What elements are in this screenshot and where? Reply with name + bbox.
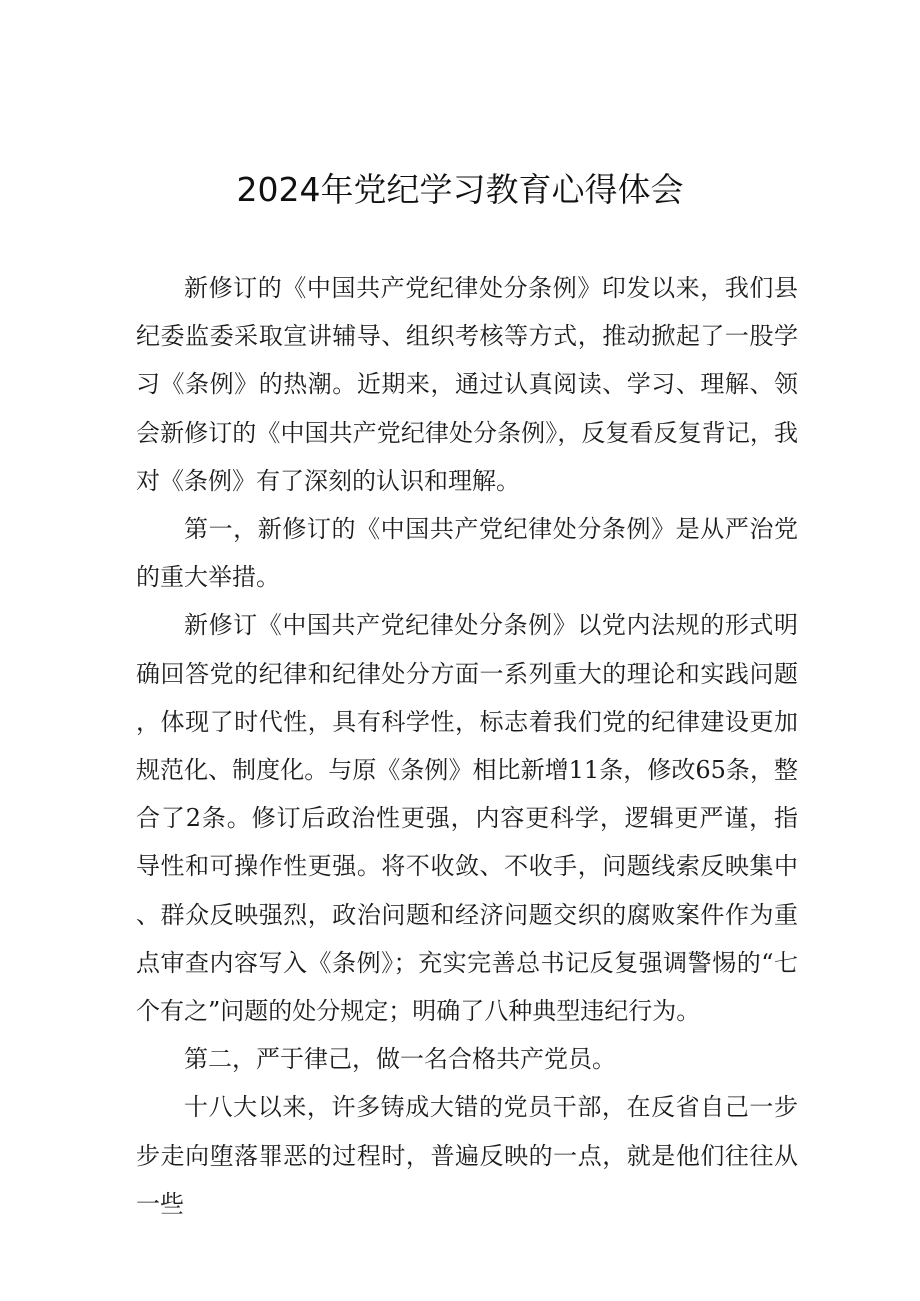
document-body <box>136 264 798 1228</box>
paragraph-intro: 新修订的《中国共产党纪律处分条例》印发以来，我们县纪委监委采取宣讲辅导、组织考核等方式，推动掀起了一股学习《条例》的热潮。近期来，通过认真阅读、学习、理解、领会新修订的《中国共产党纪律处分条例》，反复看反复背记，我对《条例》有了深刻的认识和理解。 <box>136 274 798 495</box>
paragraph-point-one-body: 新修订《中国共产党纪律处分条例》以党内法规的形式明确回答党的纪律和纪律处分方面一系列重大的理论和实践问题，体现了时代性，具有科学性，标志着我们党的纪律建设更加规范化、制度化。与原《条例》相比新增11条，修改65条，整合了2条。修订后政治性更强，内容更科学，逻辑更严谨，指导性和可操作性更强。将不收敛、不收手，问题线索反映集中、群众反映强烈，政治问题和经济问题交织的腐败案件作为重点审查内容写入《条例》；充实完善总书记反复强调警惕的“七个有之”问题的处分规定；明确了八种典型违纪行为。 <box>136 611 798 1026</box>
paragraph-point-one-heading: 第一，新修订的《中国共产党纪律处分条例》是从严治党的重大举措。 <box>136 515 798 592</box>
paragraph-point-two-heading: 第二，严于律己，做一名合格共产党员。 <box>184 1045 616 1074</box>
paragraph-point-two-body: 十八大以来，许多铸成大错的党员干部，在反省自己一步步走向堕落罪恶的过程时，普遍反映的一点，就是他们往往从一些 <box>136 1093 798 1218</box>
document-title: 2024年党纪学习教育心得体会 <box>236 170 684 209</box>
